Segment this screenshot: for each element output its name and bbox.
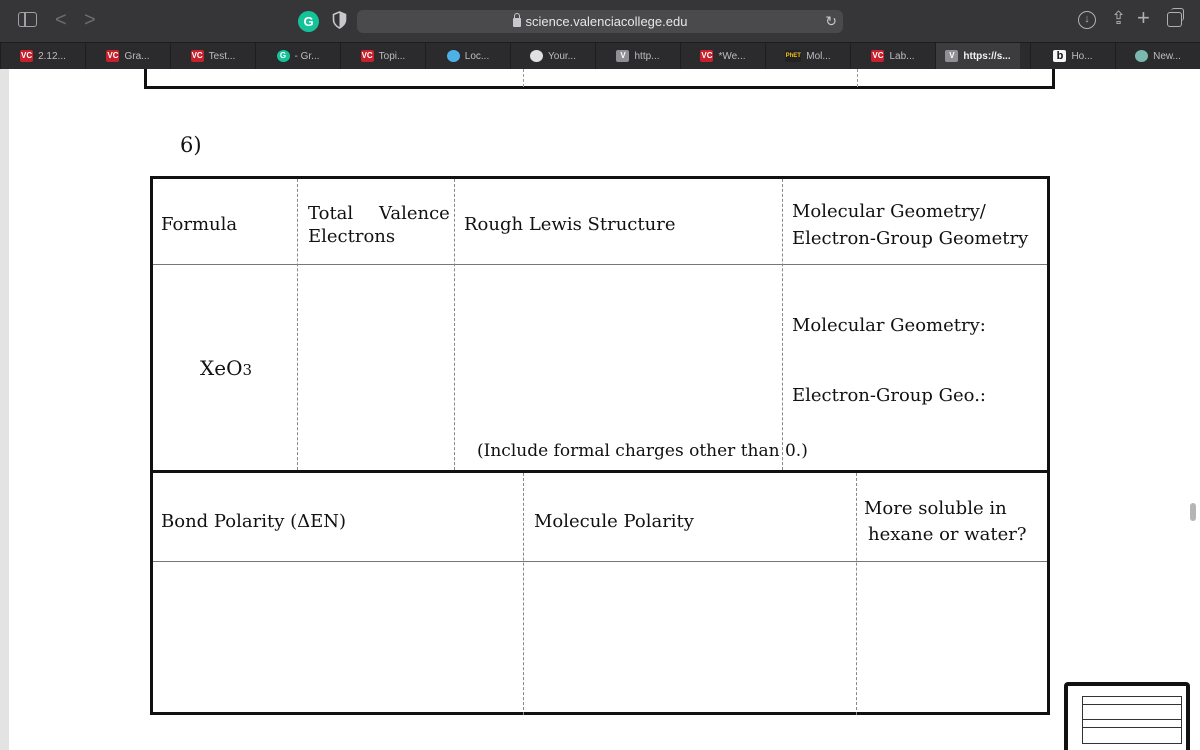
- header-solubility-line1: More soluble in: [864, 498, 1007, 519]
- back-button[interactable]: <: [55, 9, 67, 31]
- page-margin-strip: [0, 69, 9, 750]
- valencia-favicon-icon: VC: [361, 51, 373, 60]
- tab-label: *We...: [718, 50, 746, 62]
- header-formula: Formula: [161, 214, 238, 235]
- header-geometry-line2: Electron-Group Geometry: [792, 228, 1029, 249]
- downloads-button[interactable]: ↓: [1078, 11, 1096, 29]
- globe-favicon-icon: [447, 50, 460, 62]
- forward-button[interactable]: >: [84, 9, 96, 31]
- tab-label: Mol...: [806, 50, 831, 62]
- formula-main: XeO: [200, 356, 243, 380]
- table-column-divider: [782, 179, 783, 470]
- thumbnail-row: [1082, 696, 1182, 705]
- tab-label: Gra...: [124, 50, 150, 62]
- answer-cell-molecule-polarity[interactable]: [524, 562, 856, 712]
- new-tab-favicon-icon: [1135, 50, 1148, 62]
- browser-tab[interactable]: [0, 43, 85, 69]
- v-favicon-icon: V: [945, 50, 958, 62]
- previous-table-bottom: [144, 69, 1055, 89]
- question-number: 6): [180, 133, 202, 157]
- electron-group-label: Electron-Group Geo.:: [792, 385, 986, 406]
- answer-cell-valence[interactable]: [298, 265, 454, 470]
- browser-tab[interactable]: [340, 43, 425, 69]
- header-molecule-polarity: Molecule Polarity: [534, 511, 694, 532]
- tab-bar: [0, 42, 1200, 69]
- grammarly-extension-icon[interactable]: G: [298, 11, 319, 32]
- browser-tab[interactable]: [85, 43, 170, 69]
- sidebar-toggle-icon[interactable]: [18, 12, 37, 27]
- thumbnail-row: [1082, 719, 1182, 728]
- tab-label: 2.12...: [38, 50, 66, 62]
- browser-tab[interactable]: [1115, 43, 1200, 69]
- molecular-geometry-label: Molecular Geometry:: [792, 315, 986, 336]
- tab-label: Topi...: [378, 50, 406, 62]
- browser-tab[interactable]: [850, 43, 935, 69]
- tab-label: https://s...: [963, 50, 1011, 62]
- answer-cell-solubility[interactable]: [857, 562, 1047, 712]
- thumbnail-page: [1068, 686, 1186, 750]
- tab-label: Lab...: [889, 50, 915, 62]
- browser-tab[interactable]: [680, 43, 765, 69]
- valencia-favicon-icon: VC: [107, 51, 119, 60]
- tab-label: Ho...: [1071, 50, 1093, 62]
- worksheet-table: [150, 176, 1050, 715]
- tab-label: Your...: [548, 50, 576, 62]
- tab-overview-button[interactable]: [1167, 12, 1182, 27]
- answer-cell-lewis[interactable]: [455, 265, 782, 435]
- browser-tab[interactable]: [595, 43, 680, 69]
- formula-xeo3: [200, 357, 252, 382]
- tab-label: Loc...: [464, 50, 490, 62]
- header-electrons: Electrons: [308, 226, 396, 247]
- browser-tab[interactable]: [1030, 43, 1115, 69]
- browser-tab[interactable]: [170, 43, 255, 69]
- b-favicon-icon: b: [1053, 50, 1066, 62]
- new-tab-button[interactable]: +: [1137, 5, 1150, 30]
- v-favicon-icon: V: [616, 50, 629, 62]
- browser-tab[interactable]: [425, 43, 510, 69]
- lock-icon: [513, 18, 521, 27]
- table-section-divider: [153, 470, 1047, 473]
- header-total-valence-b: Valence: [379, 203, 450, 224]
- grammarly-favicon-icon: G: [277, 50, 290, 62]
- tab-label: Test...: [208, 50, 236, 62]
- phet-favicon-icon: PhET: [785, 50, 801, 62]
- address-bar[interactable]: [357, 10, 843, 33]
- share-button[interactable]: ⇪: [1111, 8, 1127, 28]
- browser-tab[interactable]: [765, 43, 850, 69]
- shield-extension-icon[interactable]: [332, 11, 347, 29]
- answer-cell-bond-polarity[interactable]: [153, 562, 523, 712]
- page-thumbnail-preview[interactable]: [1064, 682, 1190, 750]
- vertical-scrollbar[interactable]: [1190, 503, 1196, 521]
- browser-tab[interactable]: [255, 43, 340, 69]
- formal-charge-note: (Include formal charges other than 0.): [477, 441, 808, 461]
- tab-label: - Gr...: [294, 50, 320, 62]
- header-solubility-line2: hexane or water?: [868, 524, 1027, 545]
- table-divider: [857, 69, 858, 87]
- valencia-favicon-icon: VC: [872, 51, 884, 60]
- page-content[interactable]: [0, 69, 1200, 750]
- url-display[interactable]: [357, 14, 843, 29]
- valencia-favicon-icon: VC: [21, 51, 33, 60]
- table-divider: [523, 69, 524, 87]
- browser-toolbar: [0, 0, 1200, 42]
- circle-favicon-icon: [530, 50, 543, 62]
- formula-subscript: 3: [242, 361, 253, 379]
- header-lewis-structure: Rough Lewis Structure: [464, 214, 676, 235]
- tab-label: http...: [634, 50, 660, 62]
- header-geometry-line1: Molecular Geometry/: [792, 201, 986, 222]
- browser-tab-active[interactable]: [935, 43, 1020, 69]
- browser-tab[interactable]: [510, 43, 595, 69]
- reload-button[interactable]: ↻: [825, 13, 837, 29]
- url-text[interactable]: science.valenciacollege.edu: [525, 14, 688, 29]
- header-total-valence-a: Total: [308, 203, 354, 224]
- valencia-favicon-icon: VC: [701, 51, 713, 60]
- header-bond-polarity: Bond Polarity (ΔEN): [161, 511, 347, 532]
- valencia-favicon-icon: VC: [191, 51, 203, 60]
- tab-label: New...: [1153, 50, 1181, 62]
